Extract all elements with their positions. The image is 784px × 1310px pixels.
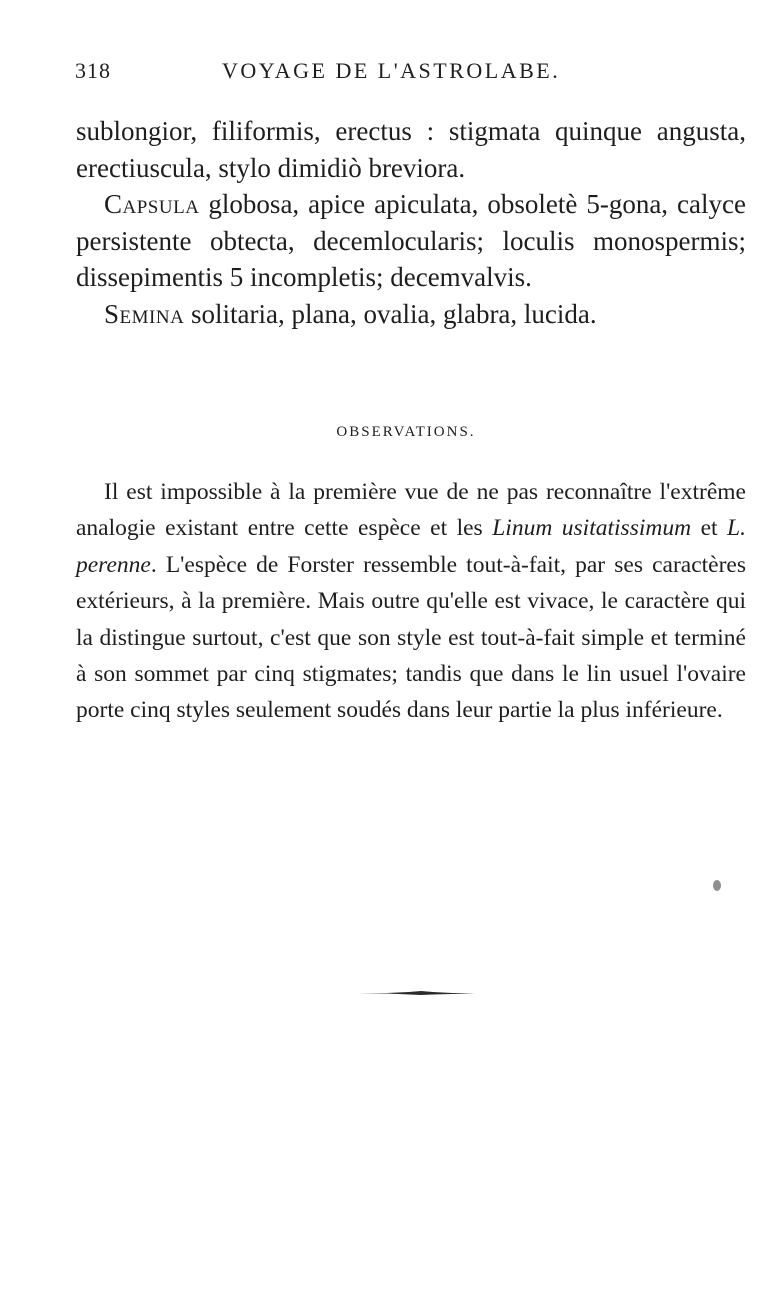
capsula-paragraph	[76, 186, 746, 296]
species-name-usitatissimum: Linum usitatissimum	[492, 515, 692, 542]
observations-text-3: . L'espèce de Forster ressemble tout-à-fait, par ses caractères extérieurs, à la première. Mais outre qu'elle est vivace, le caractère qui la distingue surtout, c'est que son style est tout-à-fait simple et terminé à son sommet par cinq stigmates; tandis que dans le lin usuel l'ovaire porte cinq styles seulement soudés dans leur partie la plus inférieure.	[76, 551, 746, 724]
description-text: sublongior, filiformis, erectus : stigmata quinque angusta, erectiuscula, stylo dimidiò breviora.	[76, 116, 746, 183]
book-title: VOYAGE DE L'ASTROLABE.	[222, 58, 561, 83]
observations-section	[76, 474, 746, 729]
semina-paragraph	[76, 296, 746, 333]
tailpiece-ornament	[357, 988, 475, 998]
running-head	[75, 58, 747, 88]
botanical-description	[76, 113, 746, 332]
species-name-perenne: L. perenne	[76, 515, 746, 578]
observations-heading: OBSERVATIONS.	[336, 424, 476, 440]
description-paragraph	[76, 113, 746, 186]
semina-label: Semina	[104, 298, 185, 329]
ink-speck	[713, 880, 721, 891]
observations-text-1: Il est impossible à la première vue de ne pas reconnaître l'extrême analogie existant entre cette espèce et les	[76, 479, 746, 542]
capsula-label: Capsula	[104, 189, 200, 219]
page-number: 318	[75, 58, 111, 83]
observations-paragraph	[76, 474, 746, 729]
semina-text: solitaria, plana, ovalia, glabra, lucida.	[184, 298, 597, 329]
capsula-text: globosa, apice apiculata, obsoletè 5-gona, calyce persistente obtecta, decemlocularis; loculis monospermis; dissepimentis 5 incompletis; decemvalvis.	[76, 189, 746, 292]
observations-text-2: et	[691, 515, 728, 542]
